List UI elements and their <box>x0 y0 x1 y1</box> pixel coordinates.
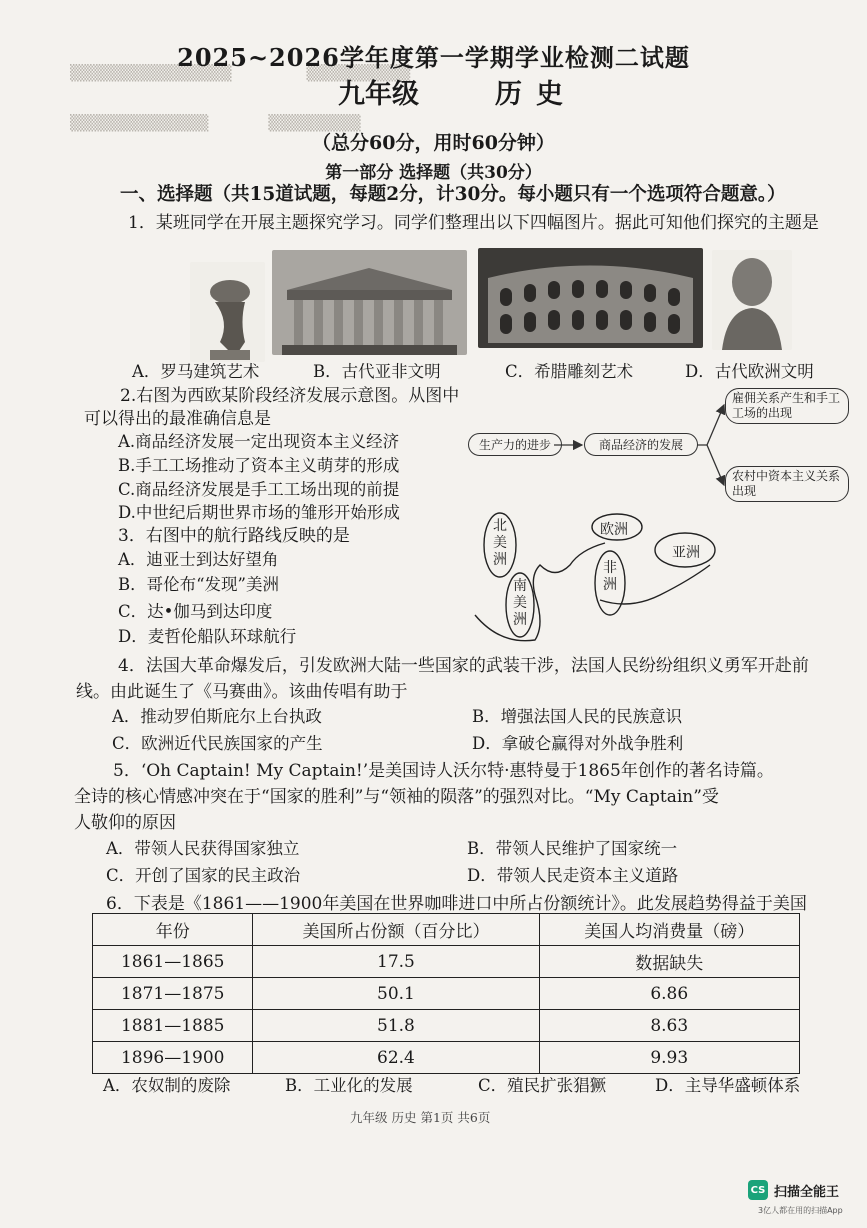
flow-box-rural-capitalism: 农村中资本主义关系出现 <box>725 466 849 502</box>
q1-option-b[interactable]: B．古代亚非文明 <box>313 362 441 381</box>
bleed-through-text: ▒▒▒▒▒▒▒▒▒▒▒▒▒▒ ▒▒▒▒▒▒▒▒▒ <box>55 64 411 82</box>
q5-option-c[interactable]: C．开创了国家的民主政治 <box>106 866 301 885</box>
q6-option-c[interactable]: C．殖民扩张猖獗 <box>478 1076 607 1095</box>
section-heading: 一、选择题（共15道试题，每题2分，计30分。每小题只有一个选项符合题意。） <box>120 184 786 205</box>
table-cell: 8.63 <box>539 1010 800 1042</box>
table-cell: 9.93 <box>539 1042 800 1074</box>
q5-option-a[interactable]: A．带领人民获得国家独立 <box>106 839 300 858</box>
table-header-row <box>93 914 800 946</box>
bleed-through-text: ▒▒▒▒▒▒▒▒▒▒▒▒ ▒▒▒▒▒▒▒▒ <box>55 114 361 132</box>
table-cell: 1871—1875 <box>93 978 253 1010</box>
score-info: （总分60分，用时60分钟） <box>312 132 555 154</box>
grade-label: 九年级 <box>338 79 419 110</box>
exam-title: 2025~2026学年度第一学期学业检测二试题 <box>177 43 690 72</box>
scanner-brand-name: 扫描全能王 <box>774 1184 840 1200</box>
flow-box-hired-labor: 雇佣关系产生和手工工场的出现 <box>725 388 849 424</box>
table-row <box>93 1042 800 1074</box>
table-cell: 数据缺失 <box>539 946 800 978</box>
table-cell: 6.86 <box>539 978 800 1010</box>
q4-option-a[interactable]: A．推动罗伯斯庇尔上台执政 <box>112 707 322 726</box>
bust-statue-image <box>712 250 792 350</box>
table-cell: 50.1 <box>253 978 539 1010</box>
q6-stem: 6．下表是《1861——1900年美国在世界咖啡进口中所占份额统计》。此发展趋势得益于美国 <box>106 894 807 914</box>
flow-box-productivity: 生产力的进步 <box>468 433 562 456</box>
table-header-cell: 美国人均消费量（磅） <box>539 914 800 946</box>
q3-stem: 3．右图中的航行路线反映的是 <box>118 526 350 546</box>
q1-option-c[interactable]: C．希腊雕刻艺术 <box>505 362 634 381</box>
table-row <box>93 946 800 978</box>
q4-option-c[interactable]: C．欧洲近代民族国家的产生 <box>112 734 323 753</box>
q5-stem-line2: 全诗的核心情感冲突在于“国家的胜利”与“领袖的陨落”的强烈对比。“My Captain”受 <box>74 787 719 807</box>
q5-option-b[interactable]: B．带领人民维护了国家统一 <box>467 839 678 858</box>
q3-option-d[interactable]: D．麦哲伦船队环球航行 <box>118 627 297 646</box>
q2-option-c[interactable]: C.商品经济发展是手工工场出现的前提 <box>118 480 400 499</box>
q4-option-d[interactable]: D．拿破仑赢得对外战争胜利 <box>472 734 684 753</box>
table-row <box>93 978 800 1010</box>
scanner-brand-tagline: 3亿人都在用的扫描App <box>758 1206 843 1215</box>
parthenon-image <box>272 250 467 355</box>
q2-option-d[interactable]: D.中世纪后期世界市场的雏形开始形成 <box>118 503 400 522</box>
map-label-europe: 欧洲 <box>600 522 628 538</box>
coffee-import-table <box>92 913 800 1074</box>
q5-stem-line3: 人敬仰的原因 <box>74 813 176 833</box>
q6-option-d[interactable]: D．主导华盛顿体系 <box>655 1076 801 1095</box>
map-label-asia: 亚洲 <box>672 545 700 561</box>
subject-label: 历史 <box>495 79 577 110</box>
q2-option-b[interactable]: B.手工工场推动了资本主义萌芽的形成 <box>118 456 400 475</box>
q3-option-a[interactable]: A．迪亚士到达好望角 <box>118 550 279 569</box>
table-cell: 1896—1900 <box>93 1042 253 1074</box>
colosseum-image <box>478 248 703 348</box>
q3-option-b[interactable]: B．哥伦布“发现”美洲 <box>118 575 279 594</box>
q4-stem-line1: 4．法国大革命爆发后，引发欧洲大陆一些国家的武装干涉，法国人民纷纷组织义勇军开赴前 <box>118 656 809 676</box>
table-header-cell: 年份 <box>93 914 253 946</box>
flow-box-commodity-economy: 商品经济的发展 <box>584 433 698 456</box>
q2-stem-line1: 2.右图为西欧某阶段经济发展示意图。从图中 <box>120 386 460 406</box>
q2-stem-line2: 可以得出的最准确信息是 <box>84 409 271 429</box>
q1-stem: 1．某班同学在开展主题探究学习。同学们整理出以下四幅图片。据此可知他们探究的主题是 <box>128 213 819 233</box>
discus-thrower-statue-image <box>190 262 265 362</box>
table-cell: 17.5 <box>253 946 539 978</box>
q2-option-a[interactable]: A.商品经济发展一定出现资本主义经济 <box>118 432 400 451</box>
table-cell: 62.4 <box>253 1042 539 1074</box>
q4-stem-line2: 线。由此诞生了《马赛曲》。该曲传唱有助于 <box>76 682 408 702</box>
table-header-cell: 美国所占份额（百分比） <box>253 914 539 946</box>
scanner-watermark <box>748 1180 839 1200</box>
q6-option-b[interactable]: B．工业化的发展 <box>285 1076 413 1095</box>
table-row <box>93 1010 800 1042</box>
map-label-africa: 非洲 <box>603 560 617 593</box>
q3-option-c[interactable]: C．达•伽马到达印度 <box>118 602 273 621</box>
map-label-north-america: 北美洲 <box>493 518 507 568</box>
map-label-south-america: 南美洲 <box>513 578 527 628</box>
part-heading: 第一部分 选择题（共30分） <box>325 163 542 183</box>
table-cell: 51.8 <box>253 1010 539 1042</box>
q1-option-d[interactable]: D．古代欧洲文明 <box>685 362 814 381</box>
q1-option-a[interactable]: A．罗马建筑艺术 <box>132 362 260 381</box>
table-cell: 1881—1885 <box>93 1010 253 1042</box>
q5-option-d[interactable]: D．带领人民走资本主义道路 <box>467 866 679 885</box>
q5-stem-line1: 5．‘Oh Captain! My Captain!’是美国诗人沃尔特·惠特曼于1865年创作的著名诗篇。 <box>113 761 774 781</box>
q4-option-b[interactable]: B．增强法国人民的民族意识 <box>472 707 683 726</box>
table-cell: 1861—1865 <box>93 946 253 978</box>
q6-option-a[interactable]: A．农奴制的废除 <box>103 1076 231 1095</box>
page-number: 九年级 历史 第1页 共6页 <box>350 1110 491 1125</box>
camscanner-logo-icon: CS <box>748 1180 768 1200</box>
